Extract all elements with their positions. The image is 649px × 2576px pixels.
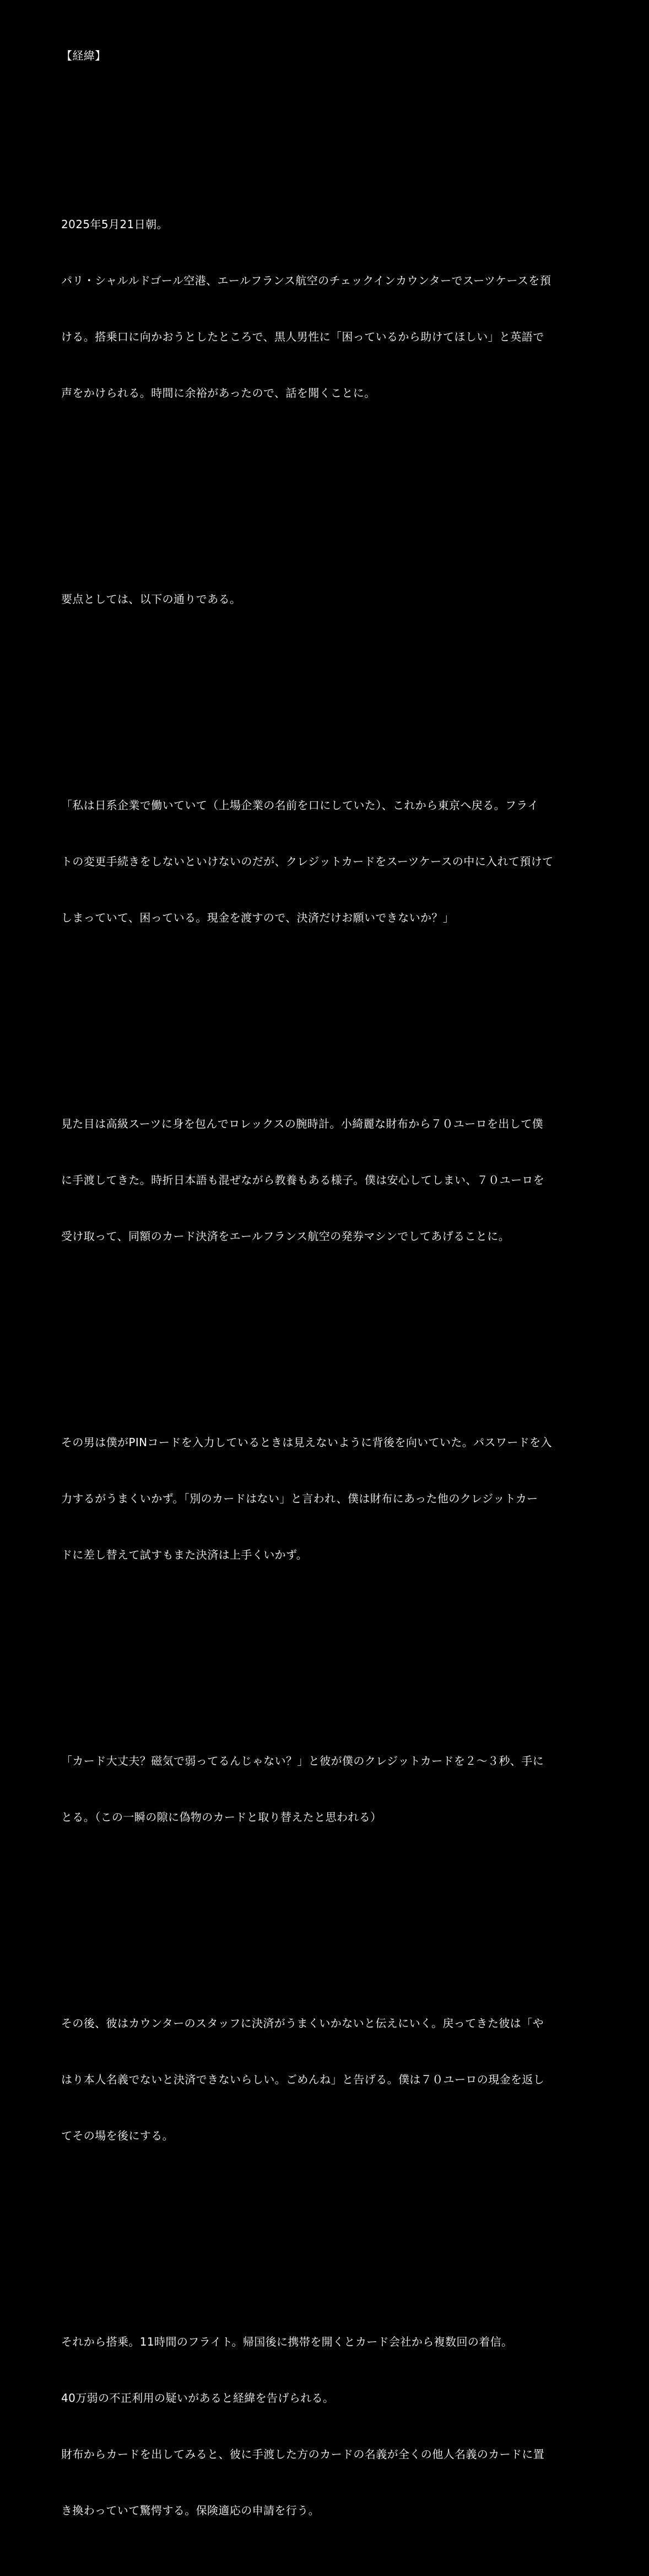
paragraph-appearance: [61, 1077, 591, 1283]
paragraph-line: ドに差し替えて試すもまた決済は上手くいかず。: [61, 1548, 308, 1561]
paragraph-aftermath: [61, 1976, 591, 2182]
section-heading: 【経緯】: [61, 49, 106, 62]
paragraph-fraud-discovery: [61, 2295, 591, 2557]
paragraph-line: 40万弱の不正利用の疑いがあると経緯を告げられる。: [61, 2391, 334, 2405]
paragraph-date-and-encounter: [61, 177, 591, 440]
paragraph-summary-intro: [61, 552, 591, 646]
paragraph-line: 声をかけられる。時間に余裕があったので、話を聞くことに。: [61, 386, 376, 400]
paragraph-card-swap: [61, 1714, 591, 1864]
paragraph-spacer: [61, 1321, 591, 1339]
paragraph-line: ける。搭乗口に向かおうとしたところで、黒人男性に「困っているから助けてほしい」と英語で: [61, 330, 544, 343]
paragraph-line: 「私は日系企業で働いていて（上場企業の名前を口にしていた）、これから東京へ戻る。フライ: [61, 799, 539, 812]
paragraph-line: 2025年5月21日朝。: [61, 218, 168, 231]
paragraph-quote-request: [61, 758, 591, 964]
paragraph-spacer: [61, 1002, 591, 1021]
document-body: [61, 9, 591, 2576]
paragraph-spacer: [61, 1901, 591, 1920]
paragraph-line: 見た目は高級スーツに身を包んでロレックスの腕時計。小綺麗な財布から７０ユーロを出して僕: [61, 1117, 543, 1130]
paragraph-spacer: [61, 103, 591, 121]
paragraph-line: に手渡してきた。時折日本語も混ぜながら教養もある様子。僕は安心してしまい、７０ユーロを: [61, 1173, 545, 1187]
paragraph-line: 「カード大丈夫？磁気で弱ってるんじゃない？」と彼が僕のクレジットカードを２〜３秒、手に: [61, 1754, 544, 1767]
paragraph-line: トの変更手続きをしないといけないのだが、クレジットカードをスーツケースの中に入れて預けて: [61, 855, 554, 868]
paragraph-line: その男は僕がPINコードを入力しているときは見えないように背後を向いていた。パスワードを入: [61, 1436, 552, 1449]
paragraph-line: はり本人名義でないと決済できないらしい。ごめんね」と告げる。僕は７０ユーロの現金を返し: [61, 2073, 545, 2086]
paragraph-spacer: [61, 683, 591, 702]
paragraph-line: 力するがうまくいかず。「別のカードはない」と言われ、僕は財布にあった他のクレジットカー: [61, 1492, 538, 1505]
paragraph-line: パリ・シャルルドゴール空港、エールフランス航空のチェックインカウンターでスーツケースを預: [61, 274, 551, 287]
paragraph-line: とる。（この一瞬の隙に偽物のカードと取り替えたと思われる）: [61, 1810, 382, 1824]
paragraph-line: しまっていて、困っている。現金を渡すので、決済だけお願いできないか？」: [61, 911, 455, 924]
paragraph-pin-entry: [61, 1395, 591, 1602]
paragraph-line: てその場を後にする。: [61, 2129, 174, 2142]
paragraph-line: き換わっていて驚愕する。保険適応の申請を行う。: [61, 2504, 320, 2517]
paragraph-line: 財布からカードを出してみると、彼に手渡した方のカードの名義が全くの他人名義のカードに置: [61, 2448, 545, 2461]
paragraph-spacer: [61, 1639, 591, 1658]
paragraph-line: その後、彼はカウンターのスタッフに決済がうまくいかないと伝えにいく。戻ってきた彼は「や: [61, 2017, 544, 2030]
paragraph-line: それから搭乗。11時間のフライト。帰国後に携帯を開くとカード会社から複数回の着信。: [61, 2335, 513, 2348]
paragraph-spacer: [61, 2220, 591, 2239]
paragraph-line: 要点としては、以下の通りである。: [61, 592, 241, 606]
paragraph-spacer: [61, 477, 591, 496]
paragraph-line: 受け取って、同額のカード決済をエールフランス航空の発券マシンでしてあげることに。: [61, 1230, 510, 1243]
